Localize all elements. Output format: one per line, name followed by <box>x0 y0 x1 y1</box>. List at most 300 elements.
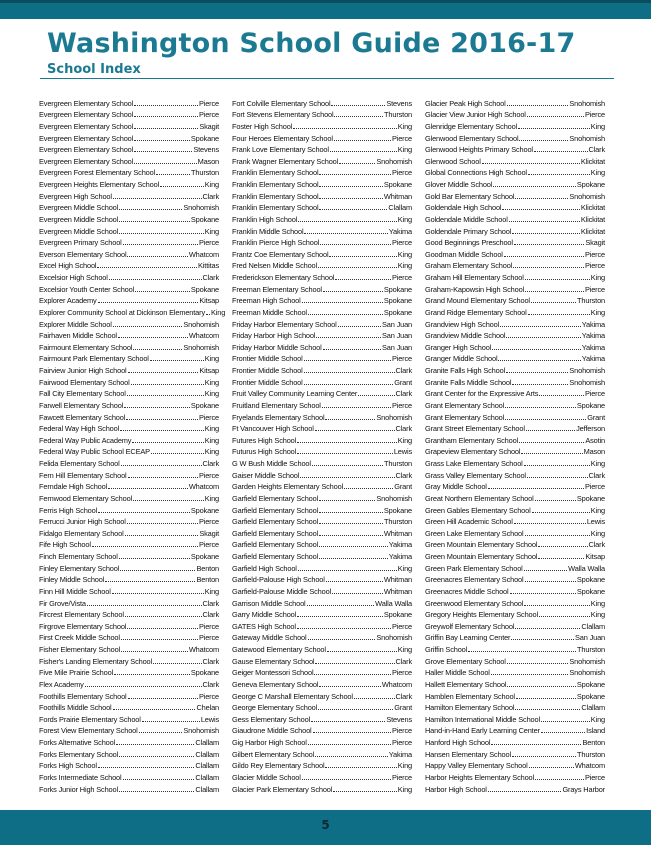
index-entry <box>39 96 219 108</box>
dot-leader <box>128 698 198 699</box>
dot-leader <box>491 744 581 745</box>
index-entry <box>232 468 412 480</box>
school-name: Glacier Middle School <box>232 772 301 782</box>
school-name: Gause Elementary School <box>232 656 315 666</box>
school-name: Garry Middle School <box>232 610 297 620</box>
county-name: Snohomish <box>569 377 605 387</box>
dot-leader <box>119 558 190 559</box>
index-entry <box>425 108 605 120</box>
school-name: Glenwood Elementary School <box>425 133 519 143</box>
index-entry <box>39 363 219 375</box>
school-name: Granite Falls Middle School <box>425 377 512 387</box>
dot-leader <box>85 686 202 687</box>
dot-leader <box>334 140 391 141</box>
index-entry <box>425 491 605 503</box>
dot-leader <box>513 267 584 268</box>
school-name: Grant Street Elementary School <box>425 424 525 434</box>
county-name: Stevens <box>386 98 412 108</box>
county-name: Clallam <box>195 772 219 782</box>
index-entry <box>232 596 412 608</box>
school-name: Gateway Middle School <box>232 633 307 643</box>
school-name: Grantham Elementary School <box>425 435 519 445</box>
school-name: Grapeview Elementary School <box>425 447 521 457</box>
county-name: Clark <box>588 470 605 480</box>
index-column-3 <box>425 96 605 794</box>
index-entry <box>425 515 605 527</box>
dot-leader <box>98 512 190 513</box>
dot-leader <box>121 639 198 640</box>
school-name: Grant Elementary School <box>425 412 505 422</box>
index-entry <box>232 724 412 736</box>
index-entry <box>39 305 226 317</box>
school-name: Frontier Middle School <box>232 377 303 387</box>
dot-leader <box>358 395 394 396</box>
school-name: Hansen Elementary School <box>425 749 511 759</box>
dot-leader <box>300 477 394 478</box>
county-name: Stevens <box>193 145 219 155</box>
county-name: Pierce <box>391 273 412 282</box>
county-name: Spokane <box>383 296 412 306</box>
school-name: Glenridge Elementary School <box>425 121 518 131</box>
dot-leader <box>319 209 387 210</box>
school-name: Hamblen Elementary School <box>425 691 515 701</box>
index-entry <box>232 363 412 375</box>
index-entry <box>425 654 605 666</box>
school-name: Frederickson Elementary School <box>232 273 335 282</box>
dot-leader <box>153 663 202 664</box>
top-banner-edge <box>0 0 651 3</box>
school-name: Geiger Montessori School <box>232 668 314 678</box>
school-name: Gatewood Elementary School <box>232 645 326 654</box>
dot-leader <box>512 233 580 234</box>
county-name: King <box>204 424 219 434</box>
school-name: Franklin Elementary School <box>232 191 319 201</box>
county-name: King <box>397 435 412 445</box>
school-name: Friday Harbor Middle School <box>232 342 322 352</box>
county-name: Clark <box>588 540 605 550</box>
index-entry <box>425 701 605 713</box>
county-name: Spokane <box>576 575 605 585</box>
dot-leader <box>329 256 396 257</box>
county-name: Snohomish <box>376 412 412 422</box>
county-name: Clallam <box>195 749 219 759</box>
index-entry <box>39 677 219 689</box>
dot-leader <box>319 546 388 547</box>
school-name: Fawcett Elementary School <box>39 412 126 422</box>
index-entry <box>232 666 412 678</box>
school-name: Fircrest Elementary School <box>39 610 124 620</box>
index-entry <box>425 596 605 608</box>
index-entry <box>232 480 412 492</box>
school-name: Ferndale High School <box>39 482 108 492</box>
school-name: Gig Harbor High School <box>232 738 307 747</box>
section-subtitle: School Index <box>47 62 141 77</box>
school-name: Hamilton International Middle School <box>425 714 540 724</box>
dot-leader <box>524 605 590 606</box>
school-name: Gess Elementary School <box>232 714 311 724</box>
county-name: Clark <box>202 459 219 468</box>
school-name: Garfield-Palouse High School <box>232 575 325 585</box>
county-name: King <box>590 598 605 608</box>
county-name: Clallam <box>195 761 219 771</box>
index-entry <box>39 212 219 224</box>
dot-leader <box>304 372 395 373</box>
county-name: Kitsap <box>199 296 219 306</box>
school-name: Evergreen Middle School <box>39 214 119 224</box>
school-name: Garfield Elementary School <box>232 493 319 503</box>
county-name: Whitman <box>383 528 412 538</box>
dot-leader <box>525 291 584 292</box>
school-name: Friday Harbor High School <box>232 331 316 341</box>
county-name: King <box>590 528 605 538</box>
county-name: Spokane <box>190 133 219 143</box>
dot-leader <box>121 651 188 652</box>
index-entry <box>39 270 219 282</box>
index-entry <box>39 584 219 596</box>
index-entry <box>232 212 412 224</box>
dot-leader <box>500 326 581 327</box>
school-name: Granger Middle School <box>425 354 498 364</box>
dot-leader <box>108 488 188 489</box>
dot-leader <box>319 500 375 501</box>
school-name: Grant Center for the Expressive Arts <box>425 389 539 399</box>
index-entry <box>232 573 412 585</box>
dot-leader <box>323 349 381 350</box>
school-name: Fisher Elementary School <box>39 645 121 654</box>
dot-leader <box>468 651 576 652</box>
school-name: Frontier Middle School <box>232 366 303 375</box>
index-entry <box>39 398 219 410</box>
county-name: Mason <box>197 156 219 166</box>
county-name: Pierce <box>584 261 605 271</box>
dot-leader <box>521 453 582 454</box>
index-entry <box>232 538 412 550</box>
dot-leader <box>319 198 382 199</box>
school-name: Fruitland Elementary School <box>232 400 321 410</box>
dot-leader <box>325 419 375 420</box>
index-entry <box>425 282 605 294</box>
county-name: Pierce <box>198 98 219 108</box>
county-name: Snohomish <box>376 493 412 503</box>
dot-leader <box>507 105 569 106</box>
county-name: Kitsap <box>199 366 219 375</box>
school-name: Four Heroes Elementary School <box>232 133 333 143</box>
dot-leader <box>293 128 397 129</box>
county-name: Pierce <box>198 540 219 550</box>
school-name: Grandview Middle School <box>425 331 506 341</box>
school-name: Hanford High School <box>425 738 491 747</box>
index-entry <box>232 247 412 259</box>
school-name: Franklin Middle School <box>232 226 304 236</box>
school-name: Harbor Heights Elementary School <box>425 772 534 782</box>
dot-leader <box>332 593 383 594</box>
index-entry <box>232 96 412 108</box>
index-entry <box>232 491 412 503</box>
index-entry <box>425 759 605 771</box>
index-entry <box>425 735 605 747</box>
dot-leader <box>512 756 576 757</box>
dot-leader <box>335 279 391 280</box>
index-entry <box>232 770 412 782</box>
dot-leader <box>505 407 576 408</box>
title-divider <box>40 78 614 79</box>
index-entry <box>232 119 412 131</box>
dot-leader <box>539 616 590 617</box>
school-name: First Creek Middle School <box>39 633 120 643</box>
index-entry <box>232 352 412 364</box>
index-entry <box>232 759 412 771</box>
dot-leader <box>119 233 204 234</box>
dot-leader <box>128 477 198 478</box>
school-name: Greywolf Elementary School <box>425 621 515 631</box>
county-name: Whatcom <box>188 331 219 341</box>
index-entry <box>232 305 412 317</box>
county-name: King <box>204 354 219 364</box>
county-name: Grant <box>394 703 412 713</box>
school-name: Garrison Middle School <box>232 598 306 608</box>
dot-leader <box>538 546 587 547</box>
county-name: Spokane <box>576 586 605 596</box>
county-name: Pierce <box>584 389 605 399</box>
index-entry <box>425 445 605 457</box>
dot-leader <box>525 535 590 536</box>
index-entry <box>425 375 605 387</box>
school-name: Felida Elementary School <box>39 459 120 468</box>
index-entry <box>39 259 219 271</box>
county-name: King <box>590 714 605 724</box>
school-name: Futures High School <box>232 435 297 445</box>
county-name: San Juan <box>381 342 412 352</box>
school-name: Evergreen Middle School <box>39 226 119 236</box>
school-name: Freeman Elementary School <box>232 284 322 294</box>
county-name: Kitsap <box>585 552 605 561</box>
school-name: Garfield Elementary School <box>232 540 319 550</box>
county-name: San Juan <box>381 331 412 341</box>
county-name: Snohomish <box>569 191 605 201</box>
dot-leader <box>118 337 188 338</box>
school-name: Franklin High School <box>232 214 298 224</box>
dot-leader <box>133 349 182 350</box>
index-entry <box>425 608 605 620</box>
school-name: Friday Harbor Elementary School <box>232 319 337 329</box>
dot-leader <box>541 732 585 733</box>
county-name: King <box>590 307 605 317</box>
county-name: Spokane <box>576 691 605 701</box>
dot-leader <box>535 500 576 501</box>
dot-leader <box>308 744 391 745</box>
school-name: Freeman Middle School <box>232 307 307 317</box>
index-entry <box>39 236 219 248</box>
dot-leader <box>319 558 388 559</box>
school-name: Fairwood Elementary School <box>39 377 130 387</box>
county-name: Pierce <box>584 772 605 782</box>
school-name: Glacier Park Elementary School <box>232 784 333 794</box>
county-name: Thurston <box>384 517 412 527</box>
school-name: Firgrove Elementary School <box>39 621 127 631</box>
dot-leader <box>134 151 192 152</box>
dot-leader <box>124 407 190 408</box>
school-name: Federal Way High School <box>39 424 120 434</box>
index-entry <box>39 224 219 236</box>
county-name: Snohomish <box>376 156 412 166</box>
school-name: Evergreen Elementary School <box>39 133 134 143</box>
dot-leader <box>319 186 382 187</box>
county-name: Pierce <box>391 738 412 747</box>
dot-leader <box>482 163 580 164</box>
school-name: Federal Way Public School ECEAP <box>39 447 150 457</box>
dot-leader <box>126 419 198 420</box>
county-name: Snohomish <box>376 633 412 643</box>
index-entry <box>232 619 412 631</box>
index-entry <box>39 759 219 771</box>
index-entry <box>39 480 219 492</box>
index-entry <box>425 166 605 178</box>
dot-leader <box>518 128 590 129</box>
index-entry <box>232 735 412 747</box>
county-name: Thurston <box>191 168 219 178</box>
school-name: Fairhaven Middle School <box>39 331 117 341</box>
dot-leader <box>316 337 381 338</box>
index-entry <box>232 526 412 538</box>
school-name: Frank Wagner Elementary School <box>232 156 339 166</box>
index-entry <box>425 270 605 282</box>
county-name: Klickitat <box>580 226 605 236</box>
dot-leader <box>297 442 397 443</box>
county-name: Jefferson <box>576 424 605 434</box>
dot-leader <box>308 639 376 640</box>
school-name: Graham Elementary School <box>425 261 513 271</box>
county-name: Klickitat <box>580 156 605 166</box>
school-name: Evergreen Elementary School <box>39 98 134 108</box>
dot-leader <box>319 174 390 175</box>
school-name: Federal Way Public Academy <box>39 435 132 445</box>
index-entry <box>39 549 219 561</box>
dot-leader <box>532 512 590 513</box>
county-name: King <box>397 249 412 259</box>
county-name: Pierce <box>198 633 219 643</box>
school-name: Graham Hill Elementary School <box>425 273 524 282</box>
county-name: Grant <box>394 482 412 492</box>
index-entry <box>425 549 605 561</box>
index-entry <box>425 584 605 596</box>
county-name: Spokane <box>190 400 219 410</box>
school-name: Garden Heights Elementary School <box>232 482 344 492</box>
county-name: Pierce <box>391 354 412 364</box>
school-name: Griffin Bay Learning Center <box>425 633 511 643</box>
county-name: Benton <box>196 563 219 573</box>
dot-leader <box>313 732 391 733</box>
school-name: Green Mountain Elementary School <box>425 552 538 561</box>
index-entry <box>232 154 412 166</box>
index-entry <box>232 445 412 457</box>
county-name: King <box>397 214 412 224</box>
county-name: Yakima <box>388 749 412 759</box>
dot-leader <box>109 279 202 280</box>
school-name: Franklin Elementary School <box>232 203 319 213</box>
index-entry <box>39 166 219 178</box>
school-name: Gregory Heights Elementary School <box>425 610 538 620</box>
county-name: Clark <box>202 598 219 608</box>
dot-leader <box>509 221 580 222</box>
index-entry <box>39 282 219 294</box>
index-entry <box>425 305 605 317</box>
index-entry <box>232 654 412 666</box>
county-name: Snohomish <box>183 342 219 352</box>
school-name: Garfield Elementary School <box>232 552 319 561</box>
county-name: Clark <box>202 273 219 282</box>
dot-leader <box>127 395 204 396</box>
index-entry <box>425 561 605 573</box>
index-entry <box>232 108 412 120</box>
school-name: Fern Hill Elementary School <box>39 470 127 480</box>
index-entry <box>232 631 412 643</box>
dot-leader <box>525 279 590 280</box>
index-entry <box>232 131 412 143</box>
county-name: King <box>397 121 412 131</box>
county-name: Walla Walla <box>375 598 412 608</box>
dot-leader <box>314 674 391 675</box>
dot-leader <box>322 407 391 408</box>
dot-leader <box>512 384 568 385</box>
county-name: Spokane <box>576 400 605 410</box>
county-name: Island <box>586 726 605 736</box>
dot-leader <box>315 756 388 757</box>
index-entry <box>425 677 605 689</box>
dot-leader <box>98 767 195 768</box>
county-name: Mason <box>583 447 605 457</box>
school-name: Finch Elementary School <box>39 552 118 561</box>
dot-leader <box>98 302 199 303</box>
dot-leader <box>524 570 567 571</box>
county-name: Spokane <box>576 180 605 189</box>
county-name: Clark <box>202 679 219 689</box>
county-name: Pierce <box>198 621 219 631</box>
county-name: Pierce <box>584 249 605 259</box>
index-entry <box>425 573 605 585</box>
school-name: Glacier View Junior High School <box>425 110 526 120</box>
index-entry <box>39 561 219 573</box>
dot-leader <box>344 488 393 489</box>
index-entry <box>425 201 605 213</box>
school-name: Gold Bar Elementary School <box>425 191 515 201</box>
dot-leader <box>331 105 385 106</box>
school-name: Explorer Academy <box>39 296 97 306</box>
school-name: Franklin Elementary School <box>232 180 319 189</box>
index-entry <box>39 189 219 201</box>
school-name: Excel High School <box>39 261 97 271</box>
dot-leader <box>515 198 568 199</box>
index-entry <box>39 491 219 503</box>
dot-leader <box>505 419 586 420</box>
index-entry <box>425 143 605 155</box>
school-name: Excelsior High School <box>39 273 108 282</box>
county-name: King <box>397 563 412 573</box>
county-name: Pierce <box>391 668 412 678</box>
county-name: King <box>204 493 219 503</box>
index-entry <box>39 573 219 585</box>
county-name: Pierce <box>391 133 412 143</box>
dot-leader <box>514 244 584 245</box>
index-entry <box>39 387 219 399</box>
index-entry <box>425 770 605 782</box>
county-name: Skagit <box>199 528 219 538</box>
school-name: Evergreen Forest Elementary School <box>39 168 156 178</box>
dot-leader <box>113 198 202 199</box>
school-name: Goldendale Middle School <box>425 214 508 224</box>
index-entry <box>39 724 219 736</box>
index-entry <box>232 712 412 724</box>
school-name: Foothills Middle School <box>39 703 112 713</box>
